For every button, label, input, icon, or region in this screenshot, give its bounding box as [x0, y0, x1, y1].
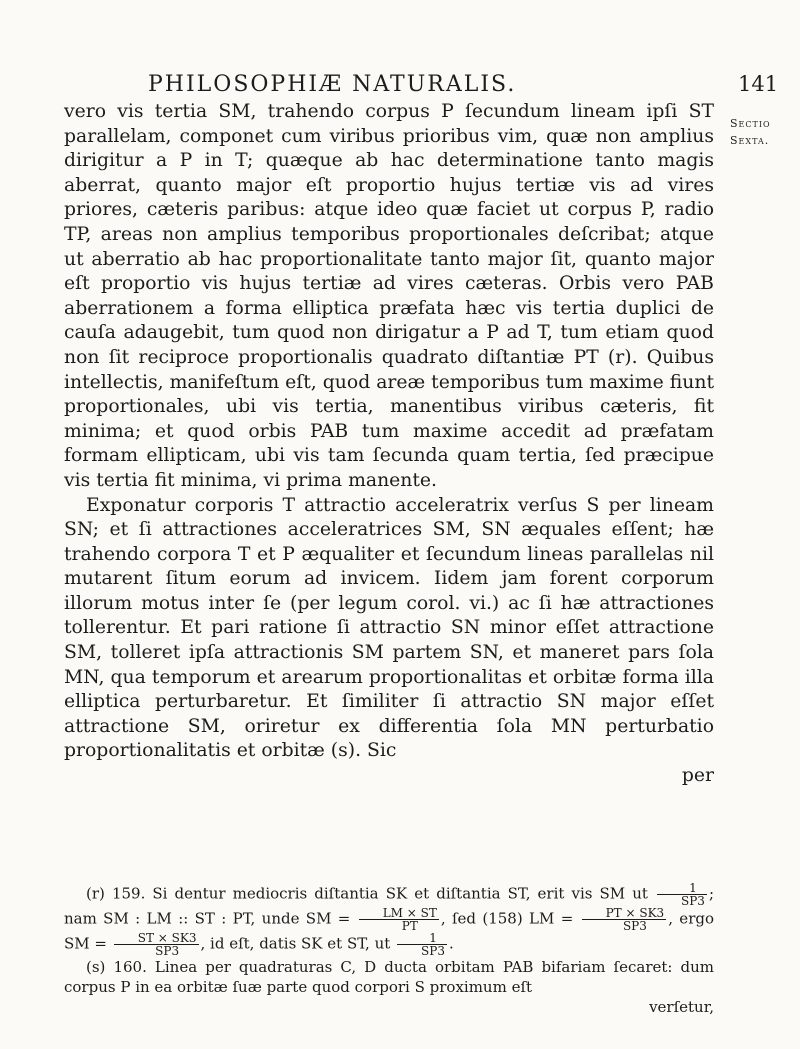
- paragraph-1: vero vis tertia SM, trahendo corpus P ſecundum lineam ipſi ST parallelam, componet cum viribus prioribus vim, quæ non amplius dirigitur a P in T; quæque ab hac determinatione tanto magis aberrat, quanto major eſt proportio hujus tertiæ vis ad vires priores, cæteris paribus: atque ideo quæ faciet ut corpus P, radio TP, areas non amplius temporibus proportionales deſcribat; atque ut aberratio ab hac proportionalitate tanto major ſit, quanto major eſt proportio vis hujus tertiæ ad vires cæteras. Orbis vero PAB aberrationem a forma elliptica præfata hæc vis tertia duplici de cauſa adaugebit, tum quod non dirigatur a P ad T, tum etiam quod non ſit reciproce proportionalis quadrato diſtantiæ PT (r). Quibus intellectis, manifeſtum eſt, quod areæ temporibus tum maxime fiunt proportionales, ubi vis tertia, manentibus viribus cæteris, fit minima; et quod orbis PAB tum maxime accedit ad præfatam formam ellipticam, ubi vis tam ſecunda quam tertia, ſed præcipue vis tertia fit minima, vi prima manente.: [64, 101, 714, 491]
- fraction-5: [397, 932, 447, 957]
- footnote-r-text-4: , ergo SM =: [64, 909, 714, 953]
- footnote-catchword: verſetur,: [649, 998, 714, 1016]
- footnote-r-end: .: [448, 934, 454, 953]
- fraction-num: ST × SK3: [114, 932, 199, 945]
- footnotes: [64, 882, 714, 1017]
- fraction-den: SP3: [622, 919, 647, 933]
- fraction-num: PT × SK3: [582, 907, 667, 920]
- footnote-r-text-2: ; nam SM : LM :: ST : PT, unde SM =: [64, 884, 714, 928]
- section-label: Sectio: [730, 117, 771, 130]
- fraction-3: [582, 907, 667, 932]
- footnote-r-text-1: (r) 159. Si dentur mediocris diſtantia SK et diſtantia ST, erit vis SM ut: [86, 884, 648, 903]
- fraction-den: PT: [401, 919, 418, 933]
- footnote-r-text-3: , ſed (158) LM =: [440, 909, 574, 928]
- fraction-num: 1: [657, 882, 707, 895]
- section-marginal-note: [730, 115, 771, 149]
- catchword: per: [681, 765, 714, 787]
- footnote-r-text-5: , id eſt, datis SK et ST, ut: [200, 934, 391, 953]
- main-text: [64, 100, 714, 789]
- paragraph-2: Exponatur corporis T attractio acceleratrix verſus S per lineam SN; et ſi attractiones acceleratrices SM, SN æquales eſſent; hæ trahendo corpora T et P æqualiter et ſecundum lineas parallelas nil mutarent ſitum eorum ad invicem. Iidem jam forent corporum illorum motus inter ſe (per legum corol. vi.) ac ſi hæ attractiones tollerentur. Et pari ratione ſi attractio SN minor eſſet attractione SM, tolleret ipſa attractionis SM partem SN, et maneret pars ſola MN, qua temporum et arearum proportionalitas et orbitæ forma illa elliptica perturbaretur. Et ſimiliter ſi attractio SN major eſſet attractione SM, oriretur ex differentia ſola MN perturbatio proportionalitatis et orbitæ (s). Sic: [64, 494, 714, 762]
- page-number: 141: [738, 72, 779, 96]
- fraction-num: 1: [397, 932, 447, 945]
- fraction-4: [114, 932, 199, 957]
- section-number: Sexta.: [730, 134, 770, 147]
- running-header: PHILOSOPHIÆ NATURALIS.: [148, 72, 517, 97]
- fraction-2: [359, 907, 439, 932]
- footnote-s: (s) 160. Linea per quadraturas C, D ducta orbitam PAB bifariam ſecaret: dum corpus P in ea orbitæ ſuæ parte quod corpori S proximum eſt: [64, 958, 714, 996]
- fraction-den: SP3: [421, 944, 445, 958]
- fraction-den: SP3: [155, 944, 180, 958]
- fraction-1: [657, 882, 707, 907]
- fraction-den: SP3: [681, 894, 705, 908]
- footnote-r: [64, 882, 714, 957]
- fraction-num: LM × ST: [359, 907, 439, 920]
